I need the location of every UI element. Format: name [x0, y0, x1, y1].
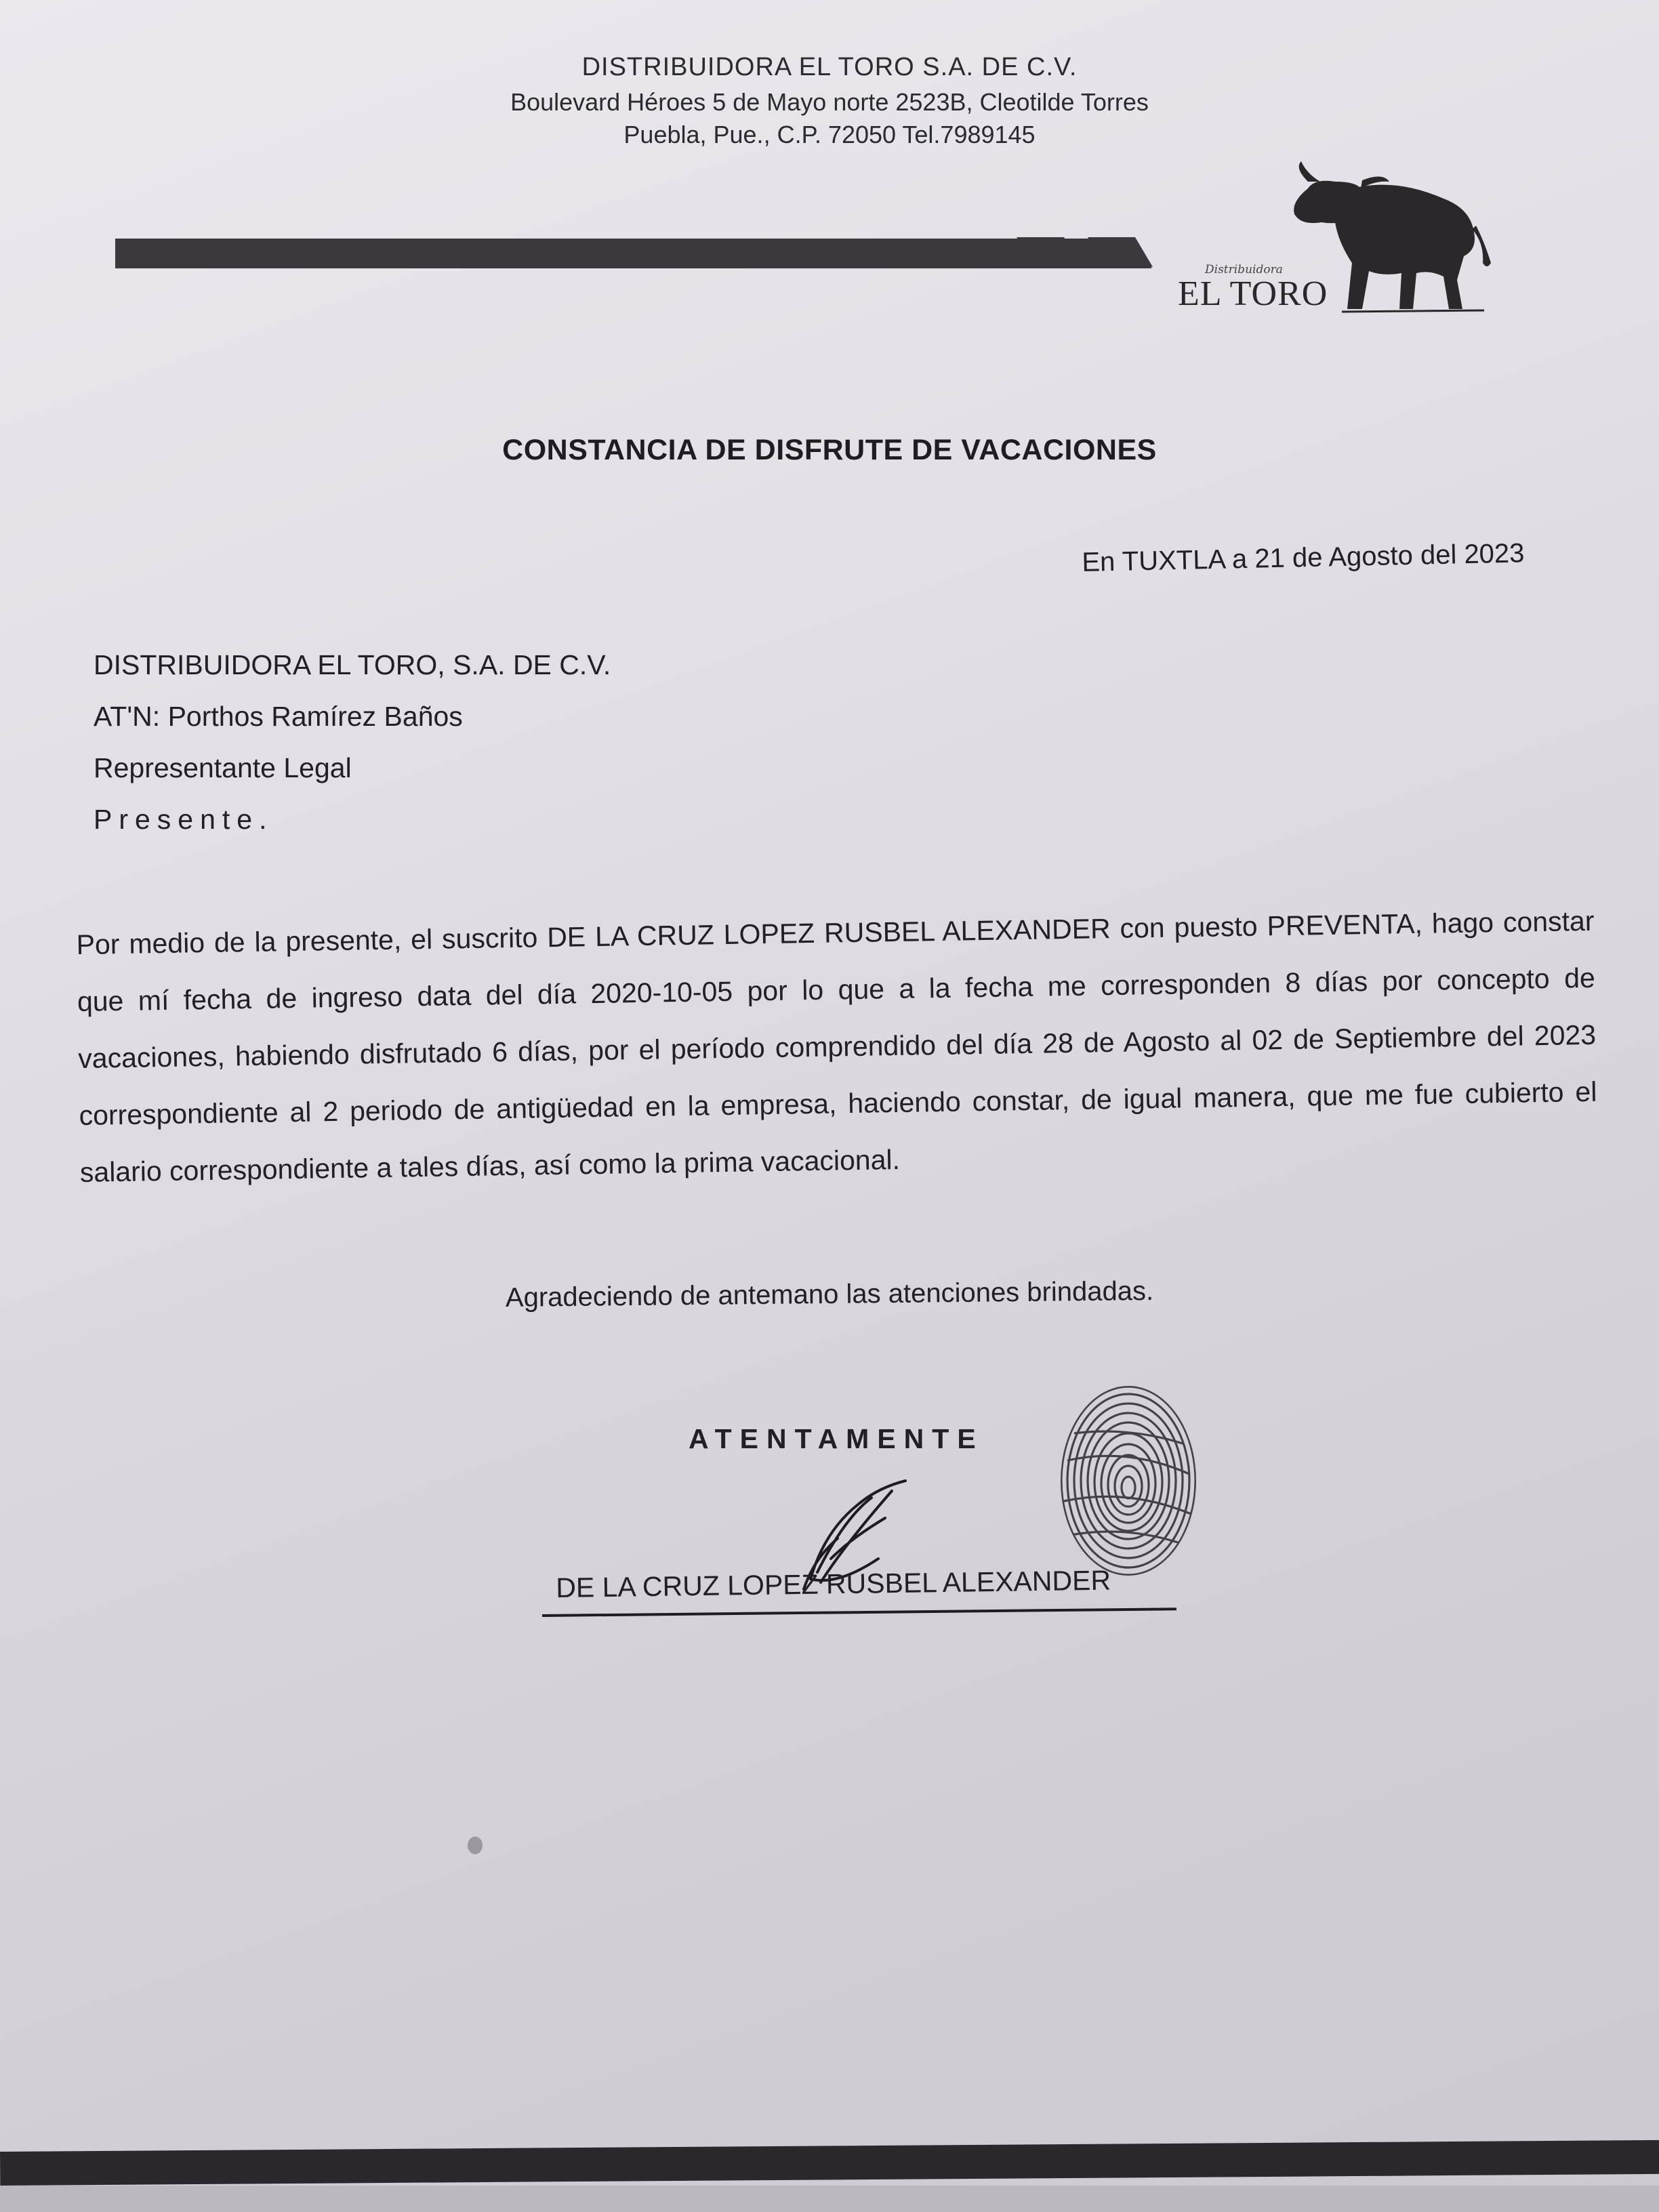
- bull-icon: [1281, 161, 1491, 317]
- logo-text: EL TORO: [1178, 274, 1328, 313]
- paper-stain: [468, 1837, 483, 1854]
- signer-name: DE LA CRUZ LOPEZ RUSBEL ALEXANDER: [556, 1564, 1111, 1603]
- document-title: CONSTANCIA DE DISFRUTE DE VACACIONES: [502, 434, 1157, 466]
- recipient-present: Presente.: [94, 804, 274, 835]
- company-address-line-1: Boulevard Héroes 5 de Mayo norte 2523B, Cleotilde Torres: [510, 88, 1149, 116]
- company-address-line-2: Puebla, Pue., C.P. 72050 Tel.7989145: [623, 121, 1036, 148]
- company-name: DISTRIBUIDORA EL TORO S.A. DE C.V.: [581, 53, 1078, 81]
- sign-off: ATENTAMENTE: [689, 1423, 984, 1454]
- closing-line: Agradeciendo de antemano las atenciones brindadas.: [505, 1275, 1154, 1313]
- header-decorative-bar: [115, 239, 1152, 268]
- footer-decorative-bar: [0, 2140, 1659, 2186]
- recipient-role: Representante Legal: [94, 752, 352, 783]
- recipient-company: DISTRIBUIDORA EL TORO, S.A. DE C.V.: [94, 649, 611, 680]
- company-logo: [1172, 161, 1491, 324]
- fingerprint: [1047, 1379, 1210, 1582]
- place-date: En TUXTLA a 21 de Agosto del 2023: [1082, 538, 1525, 577]
- signature-line: [542, 1607, 1176, 1617]
- logo-pretext: Distribuidora: [1205, 263, 1283, 276]
- body-paragraph: Por medio de la presente, el suscrito DE LA CRUZ LOPEZ RUSBEL ALEXANDER con puesto PREVENTA, hago constar que mí fecha de ingreso data del día 2020-10-05 por lo que a la fecha me corresponden 8 días por concepto de vacaciones, habiendo disfrutado 6 días, por el período comprendido del día 28 de Agosto al 02 de Septiembre del 2023 correspondiente al 2 periodo de antigüedad en la empresa, haciendo constar, de igual manera, que me fue cubierto el salario correspondiente a tales días, así como la prima vacacional.: [76, 905, 1597, 1188]
- footer-shadow: [0, 2186, 1659, 2212]
- recipient-attention: AT'N: Porthos Ramírez Baños: [94, 701, 463, 732]
